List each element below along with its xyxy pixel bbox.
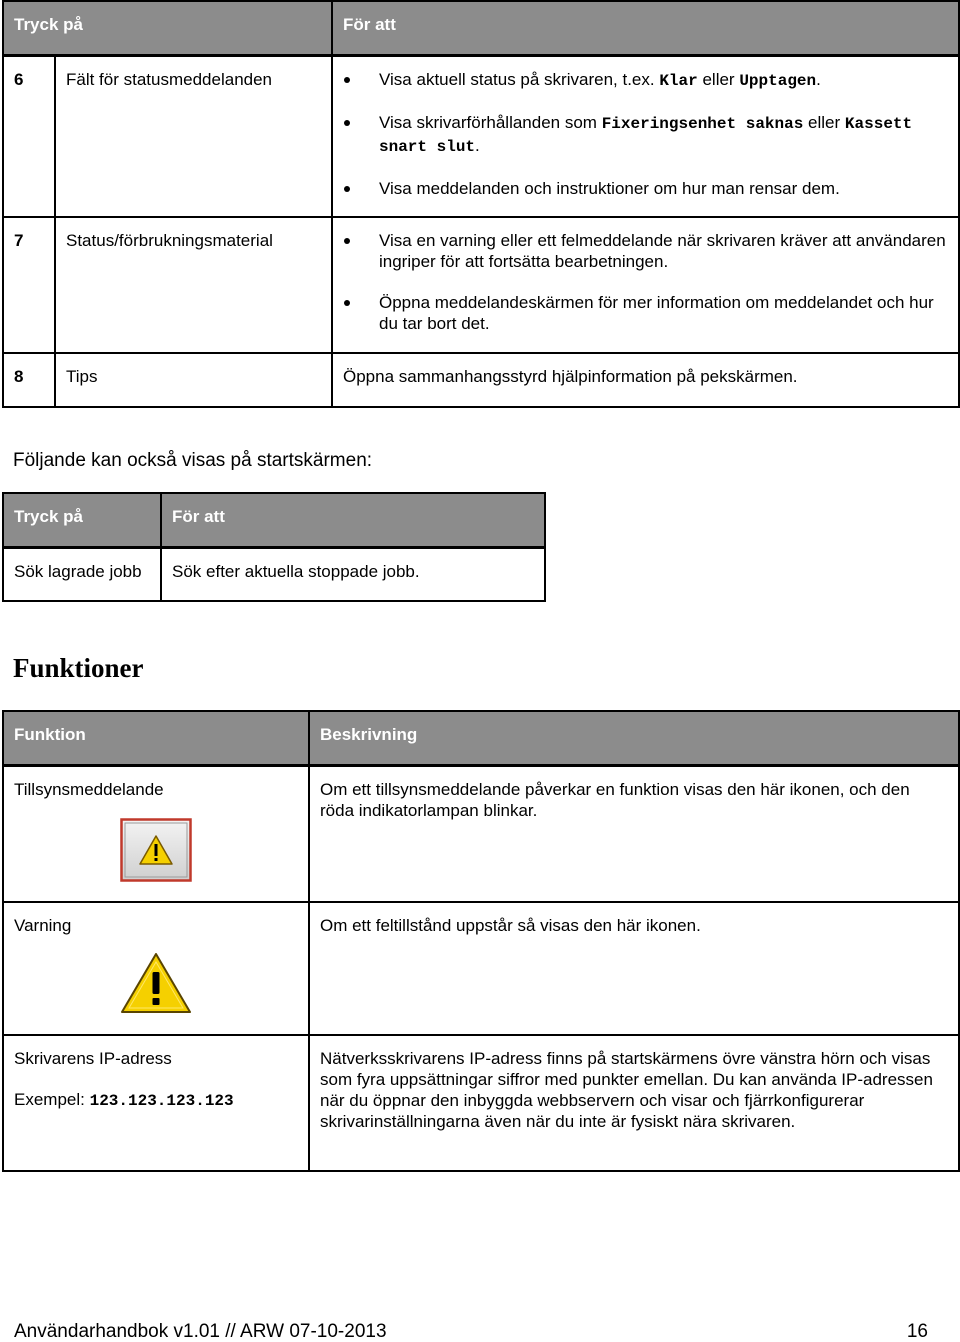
row-name: Varning [3, 902, 309, 1035]
list-item: Visa aktuell status på skrivaren, t.ex. Klar eller Upptagen. [343, 69, 948, 92]
list-item: Visa skrivarförhållanden som Fixeringsenhet saknas eller Kassett snart slut. [343, 112, 948, 158]
row-description [332, 55, 959, 217]
row-description: Sök efter aktuella stoppade jobb. [161, 547, 545, 601]
functions-table [2, 710, 960, 1172]
row-number: 8 [3, 353, 55, 407]
row-description: Om ett feltillstånd uppstår så visas den här ikonen. [309, 902, 959, 1035]
row-description: Om ett tillsynsmeddelande påverkar en funktion visas den här ikonen, och den röda indikatorlampan blinkar. [309, 765, 959, 902]
header-funktion: Funktion [3, 711, 309, 765]
list-item: Öppna meddelandeskärmen för mer information om meddelandet och hur du tar bort det. [343, 292, 948, 334]
table-row [3, 1035, 959, 1171]
header-for-att: För att [161, 493, 545, 547]
table-row [3, 547, 545, 601]
page-number: 16 [906, 1321, 928, 1342]
table-row [3, 902, 959, 1035]
intro-text: Följande kan också visas på startskärmen: [13, 450, 373, 471]
table-row [3, 55, 959, 217]
header-tryck-pa: Tryck på [3, 1, 332, 55]
status-table [2, 0, 960, 408]
list-item: Visa en varning eller ett felmeddelande när skrivaren kräver att användaren ingriper för att fortsätta bearbetningen. [343, 230, 948, 272]
row-description [332, 217, 959, 353]
table-row [3, 353, 959, 407]
row-name: Skrivarens IP-adress Exempel: 123.123.123.123 [3, 1035, 309, 1171]
row-description: Nätverksskrivarens IP-adress finns på startskärmens övre vänstra hörn och visas som fyra uppsättningar siffror med punkter emellan. Du kan använda IP-adressen när du öppnar den inbyggda webbservern och visar och fjärrkonfigurerar skrivarinställningarna även när du inte är fysiskt nära skrivaren. [309, 1035, 959, 1171]
ip-example: Exempel: 123.123.123.123 [14, 1090, 234, 1110]
warning-icon [120, 952, 190, 1014]
table-row [3, 765, 959, 902]
home-screen-table [2, 492, 546, 602]
row-name: Fält för statusmeddelanden [55, 55, 332, 217]
list-item: Visa meddelanden och instruktioner om hur man rensar dem. [343, 178, 948, 199]
row-number: 6 [3, 55, 55, 217]
row-description: Öppna sammanhangsstyrd hjälpinformation på pekskärmen. [332, 353, 959, 407]
row-name: Status/förbrukningsmaterial [55, 217, 332, 353]
row-number: 7 [3, 217, 55, 353]
header-for-att: För att [332, 1, 959, 55]
row-name: Sök lagrade jobb [3, 547, 161, 601]
footer-text: Användarhandbok v1.01 // ARW 07-10-2013 [14, 1321, 387, 1342]
header-beskrivning: Beskrivning [309, 711, 959, 765]
table-row [3, 217, 959, 353]
attention-icon [120, 818, 190, 880]
row-name: Tillsynsmeddelande [3, 765, 309, 902]
header-tryck-pa: Tryck på [3, 493, 161, 547]
section-title: Funktioner [13, 653, 144, 683]
row-name: Tips [55, 353, 332, 407]
